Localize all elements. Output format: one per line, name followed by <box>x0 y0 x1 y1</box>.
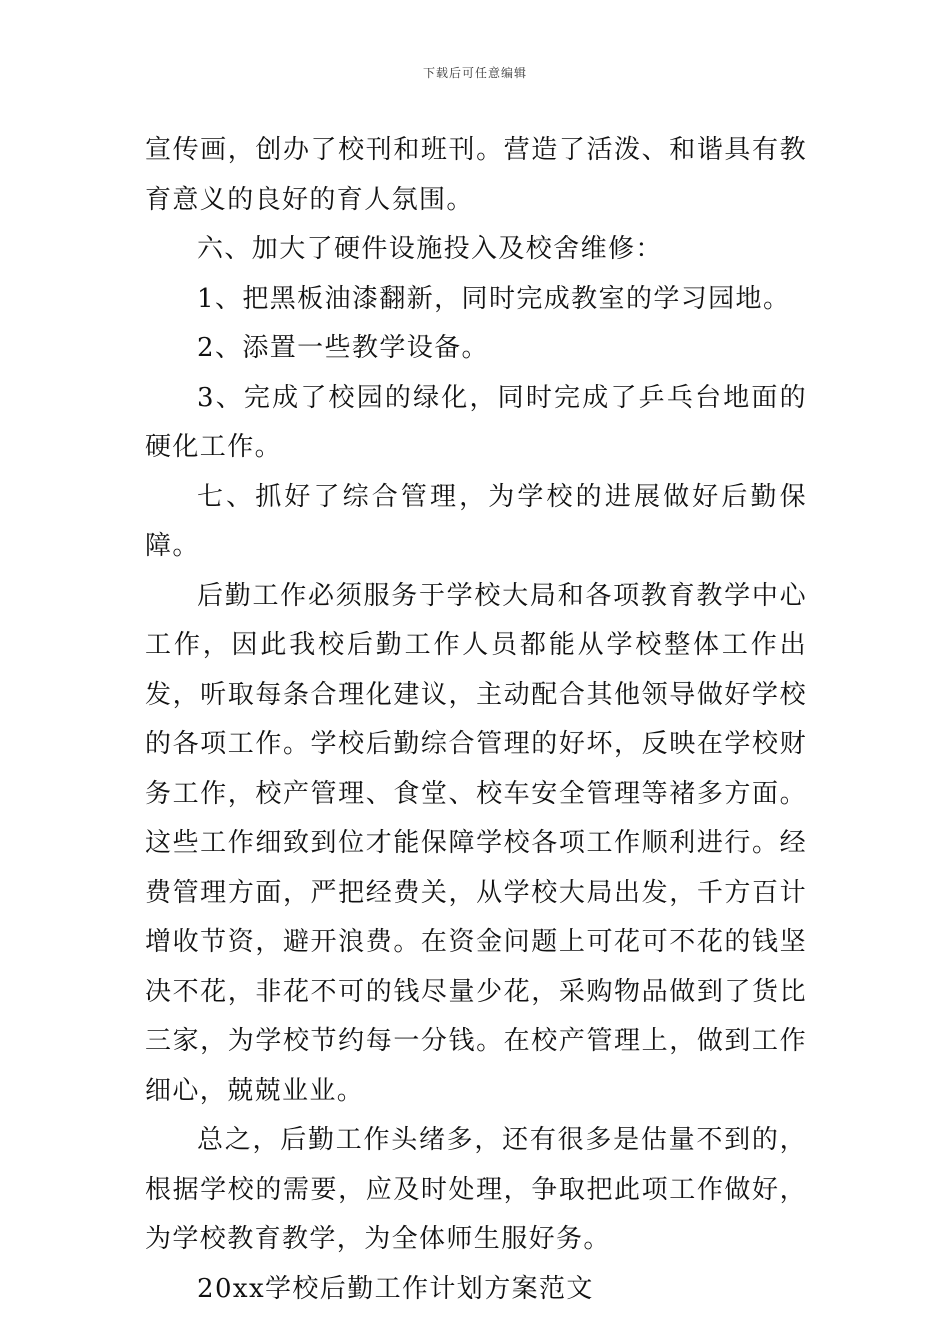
paragraph-logistics: 后勤工作必须服务于学校大局和各项教育教学中心工作，因此我校后勤工作人员都能从学校整体工作出发，听取每条合理化建议，主动配合其他领导做好学校的各项工作。学校后勤综合管理的好坏，反映在学校财务工作，校产管理、食堂、校车安全管理等褚多方面。这些工作细致到位才能保障学校各项工作顺利进行。经费管理方面，严把经费关，从学校大局出发，千方百计增收节资，避开浪费。在资金问题上可花可不花的钱坚决不花，非花不可的钱尽量少花，采购物品做到了货比三家，为学校节约每一分钱。在校产管理上，做到工作细心，兢兢业业。 <box>145 580 807 1106</box>
list-item-1: 1、把黑板油漆翻新，同时完成教室的学习园地。 <box>197 283 791 314</box>
document-body <box>145 126 807 1314</box>
list-item-2: 2、添置一些教学设备。 <box>197 333 489 363</box>
header-note: 下载后可任意编辑 <box>422 66 527 80</box>
section-heading-6: 六、加大了硬件设施投入及校舍维修： <box>197 234 663 264</box>
section-heading-7: 七、抓好了综合管理，为学校的进展做好后勤保障。 <box>145 481 807 561</box>
next-section-title: 20xx学校后勤工作计划方案范文 <box>197 1273 594 1304</box>
paragraph-summary: 总之，后勤工作头绪多，还有很多是估量不到的，根据学校的需要，应及时处理，争取把此项工作做好，为学校教育教学，为全体师生服好务。 <box>145 1125 807 1254</box>
list-item-3: 3、完成了校园的绿化，同时完成了乒乓台地面的硬化工作。 <box>145 382 807 462</box>
paragraph-1: 宣传画，创办了校刊和班刊。营造了活泼、和谐具有教育意义的良好的育人氛围。 <box>145 135 807 215</box>
